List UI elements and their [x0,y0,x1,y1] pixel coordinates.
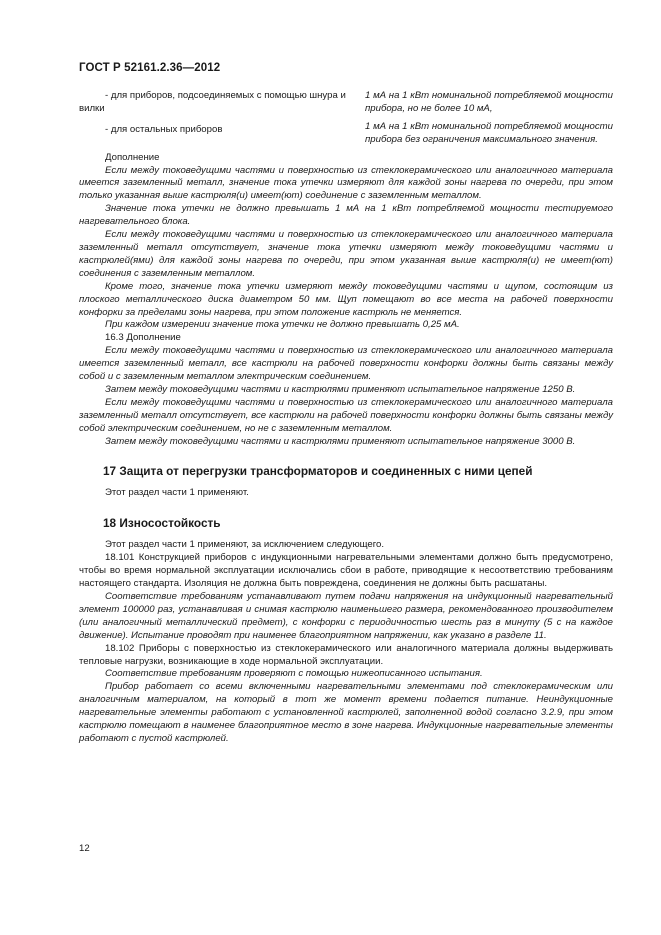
paragraph: Если между токоведущими частями и поверхностью из стеклокерамического или аналогичного материала имеется заземленный металл, все кастрюли на рабочей поверхности конфорки должны быть связаны между собой и с заземленным металлом электрическим соединением. [79,345,613,383]
clause-16-3-label: 16.3 Дополнение [105,332,181,344]
addition-label: Дополнение [105,151,160,163]
paragraph: Этот раздел части 1 применяют, за исключением следующего. [105,539,385,551]
paragraph: Затем между токоведущими частями и кастрюлями применяют испытательное напряжение 1250 В. [105,383,576,395]
document-body [79,88,613,746]
section-17-heading: 17 Защита от перегрузки трансформаторов и соединенных с ними цепей [103,464,533,479]
paragraph: Этот раздел части 1 применяют. [105,487,249,499]
table-right-column [365,90,613,152]
section-18-heading: 18 Износостойкость [103,516,221,531]
table-row-other-devices: - для остальных приборов [105,123,223,135]
paragraph: Значение тока утечки не должно превышать 1 мА на 1 кВт потребляемой мощности тестируемого нагревательного блока. [79,203,613,228]
clause-18-101: 18.101 Конструкцией приборов с индукционными нагревательными элементами должно быть предусмотрено, чтобы во время нормальной эксплуатации исключались сбои в работе, приводящие к несоответствию требованиям настоящего стандарта. Изоляция не должна быть повреждена, соединения не должны быть расшатаны. [79,552,613,590]
paragraph: Если между токоведущими частями и поверхностью из стеклокерамического или аналогичного материала заземленный металл отсутствует, значение тока утечки измеряют между токоведущими частями и кастрюлей(ями) для каждой зоны нагрева по очереди, при этом указанная выше кастрюля(и) не имеет(ют) соединения с заземленным металлом. [79,229,613,279]
page-number: 12 [79,843,90,854]
table-row-plug-devices: - для приборов, подсоединяемых с помощью шнура и вилки [79,90,346,114]
paragraph: Соответствие требованиям проверяют с помощью нижеописанного испытания. [105,668,483,680]
paragraph: Если между токоведущими частями и поверхностью из стеклокерамического или аналогичного материала заземленный металл отсутствует, все кастрюли на рабочей поверхности конфорки должны быть связаны между собой электрическим соединением, но не с заземленным металлом. [79,396,613,434]
table-value-other-devices: 1 мА на 1 кВт номинальной потребляемой мощности прибора без ограничения максимального значения. [365,120,613,145]
paragraph: Соответствие требованиям устанавливают путем подачи напряжения на индукционный нагревательный элемент 100000 раз, устанавливая и снимая кастрюлю наименьшего размера, рекомендованного производителем (или аналогичный металлический предмет), с конфорки с периодичностью шесть раз в минуту (5 с на каждое движение). Испытание проводят при наименее благоприятном напряжении, как указано в разделе 11. [79,591,613,641]
paragraph: При каждом измерении значение тока утечки не должно превышать 0,25 мА. [105,319,460,331]
paragraph: Прибор работает со всеми включенными нагревательными элементами под стеклокерамическим или аналогичным материалом, на который в тот же момент времени подается питание. Неиндукционные нагревательные элементы работают с установленной кастрюлей, заполненной водой согласно 3.2.9, при этом кастрюлю помещают в наименее благоприятное место в зоне нагрева. Индукционные нагревательные элементы работают с пустой кастрюлей. [79,681,613,744]
document-header: ГОСТ Р 52161.2.36—2012 [79,62,221,74]
paragraph: Кроме того, значение тока утечки измеряют между токоведущими частями и щупом, состоящим из плоского металлического диска диаметром 50 мм. Щуп помещают во все места на рабочей поверхности конфорки за пределами зоны нагрева, при этом положение кастрюль не меняется. [79,280,613,318]
paragraph: Затем между токоведущими частями и кастрюлями применяют испытательное напряжение 3000 В. [105,435,576,447]
table-value-plug-devices: 1 мА на 1 кВт номинальной потребляемой мощности прибора, но не более 10 мА, [365,90,613,114]
table-left-column [79,90,364,152]
leakage-current-table [79,90,613,152]
clause-18-102: 18.102 Приборы с поверхностью из стеклокерамического или аналогичного материала должны выдерживать тепловые нагрузки, возникающие в ходе нормальной эксплуатации. [79,642,613,667]
paragraph: Если между токоведущими частями и поверхностью из стеклокерамического или аналогичного материала имеется заземленный металл, значение тока утечки измеряют для каждой зоны нагрева по очереди, при этом только указанная выше кастрюля(и) имеет(ют) соединение с заземленным металлом. [79,164,613,202]
